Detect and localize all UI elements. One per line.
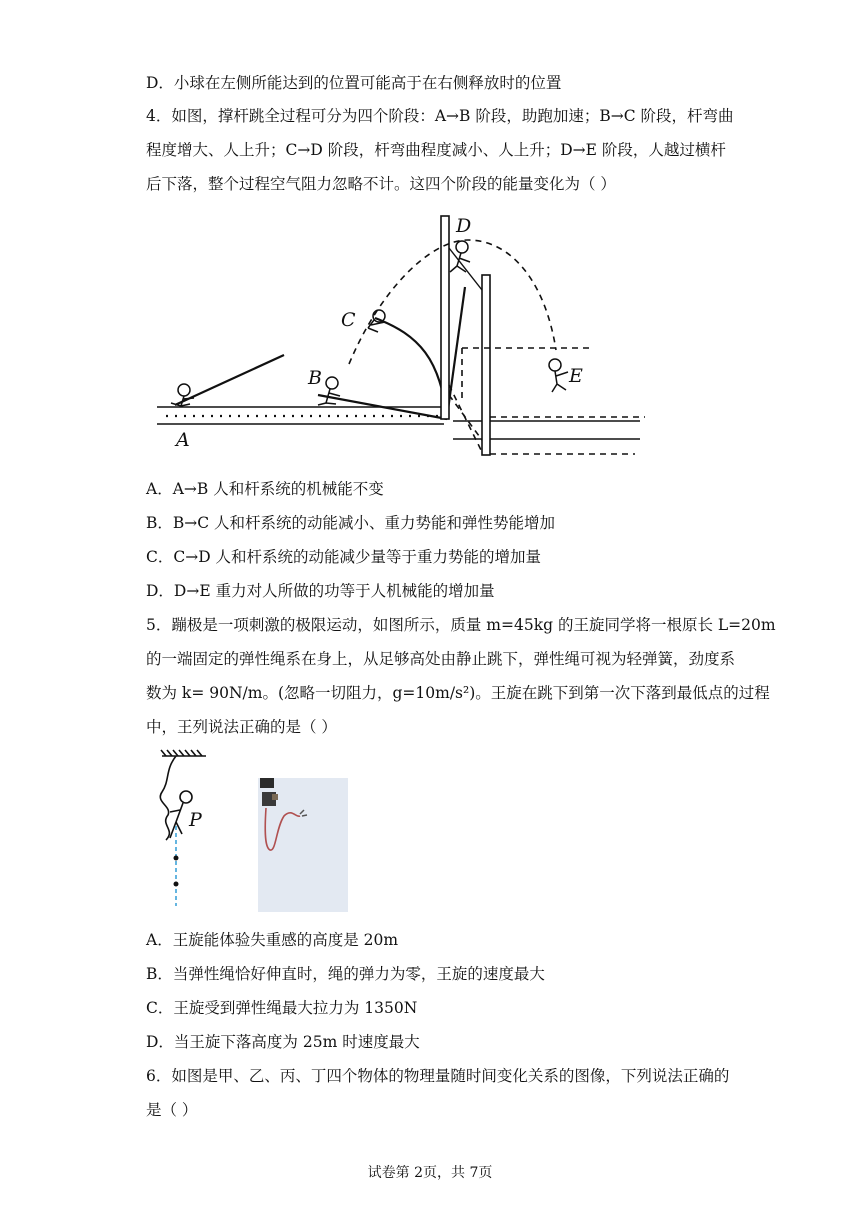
label-b: B — [308, 367, 322, 389]
q4-option-a: A．A→B 人和杆系统的机械能不变 — [146, 480, 384, 498]
page-footer: 试卷第 2页，共 7页 — [367, 1165, 493, 1181]
label-p: P — [189, 809, 202, 831]
label-c: C — [341, 309, 356, 331]
label-e: E — [569, 365, 583, 387]
q5-option-d: D．当王旋下落高度为 25m 时速度最大 — [146, 1033, 420, 1051]
q4-option-b: B．B→C 人和杆系统的动能减小、重力势能和弹性势能增加 — [146, 514, 556, 532]
label-d: D — [456, 215, 472, 237]
bungee-diagram — [146, 748, 226, 913]
q4-option-c: C．C→D 人和杆系统的动能减少量等于重力势能的增加量 — [146, 548, 542, 566]
q6-stem-line2: 是（ ） — [146, 1101, 198, 1119]
q5-stem-line1: 5．蹦极是一项刺激的极限运动，如图所示，质量 m=45kg 的王旋同学将一根原长 L=20m — [146, 616, 776, 634]
q5-stem-line3: 数为 k= 90N/m。(忽略一切阻力，g=10m/s²)。王旋在跳下到第一次下落到最低点的过程 — [146, 684, 770, 702]
q5-stem-line2: 的一端固定的弹性绳系在身上，从足够高处由静止跳下，弹性绳可视为轻弹簧，劲度系 — [146, 650, 736, 668]
q3-option-d: D．小球在左侧所能达到的位置可能高于在右侧释放时的位置 — [146, 74, 562, 92]
bungee-photo — [258, 778, 348, 912]
q4-option-d: D．D→E 重力对人所做的功等于人机械能的增加量 — [146, 582, 495, 600]
q5-option-b: B．当弹性绳恰好伸直时，绳的弹力为零，王旋的速度最大 — [146, 965, 545, 983]
q5-option-a: A．王旋能体验失重感的高度是 20m — [146, 931, 399, 949]
pole-vault-figure — [150, 208, 650, 460]
q4-stem-line2: 程度增大、人上升；C→D 阶段，杆弯曲程度减小、人上升；D→E 阶段，人越过横杆 — [146, 141, 726, 159]
q5-option-c: C．王旋受到弹性绳最大拉力为 1350N — [146, 999, 418, 1017]
label-a: A — [176, 429, 190, 451]
q4-stem-line3: 后下落，整个过程空气阻力忽略不计。这四个阶段的能量变化为（ ） — [146, 175, 616, 193]
q6-stem-line1: 6．如图是甲、乙、丙、丁四个物体的物理量随时间变化关系的图像，下列说法正确的 — [146, 1067, 730, 1085]
q4-stem-line1: 4．如图，撑杆跳全过程可分为四个阶段：A→B 阶段，助跑加速；B→C 阶段，杆弯曲 — [146, 107, 734, 125]
q5-stem-line4: 中，王列说法正确的是（ ） — [146, 718, 337, 736]
